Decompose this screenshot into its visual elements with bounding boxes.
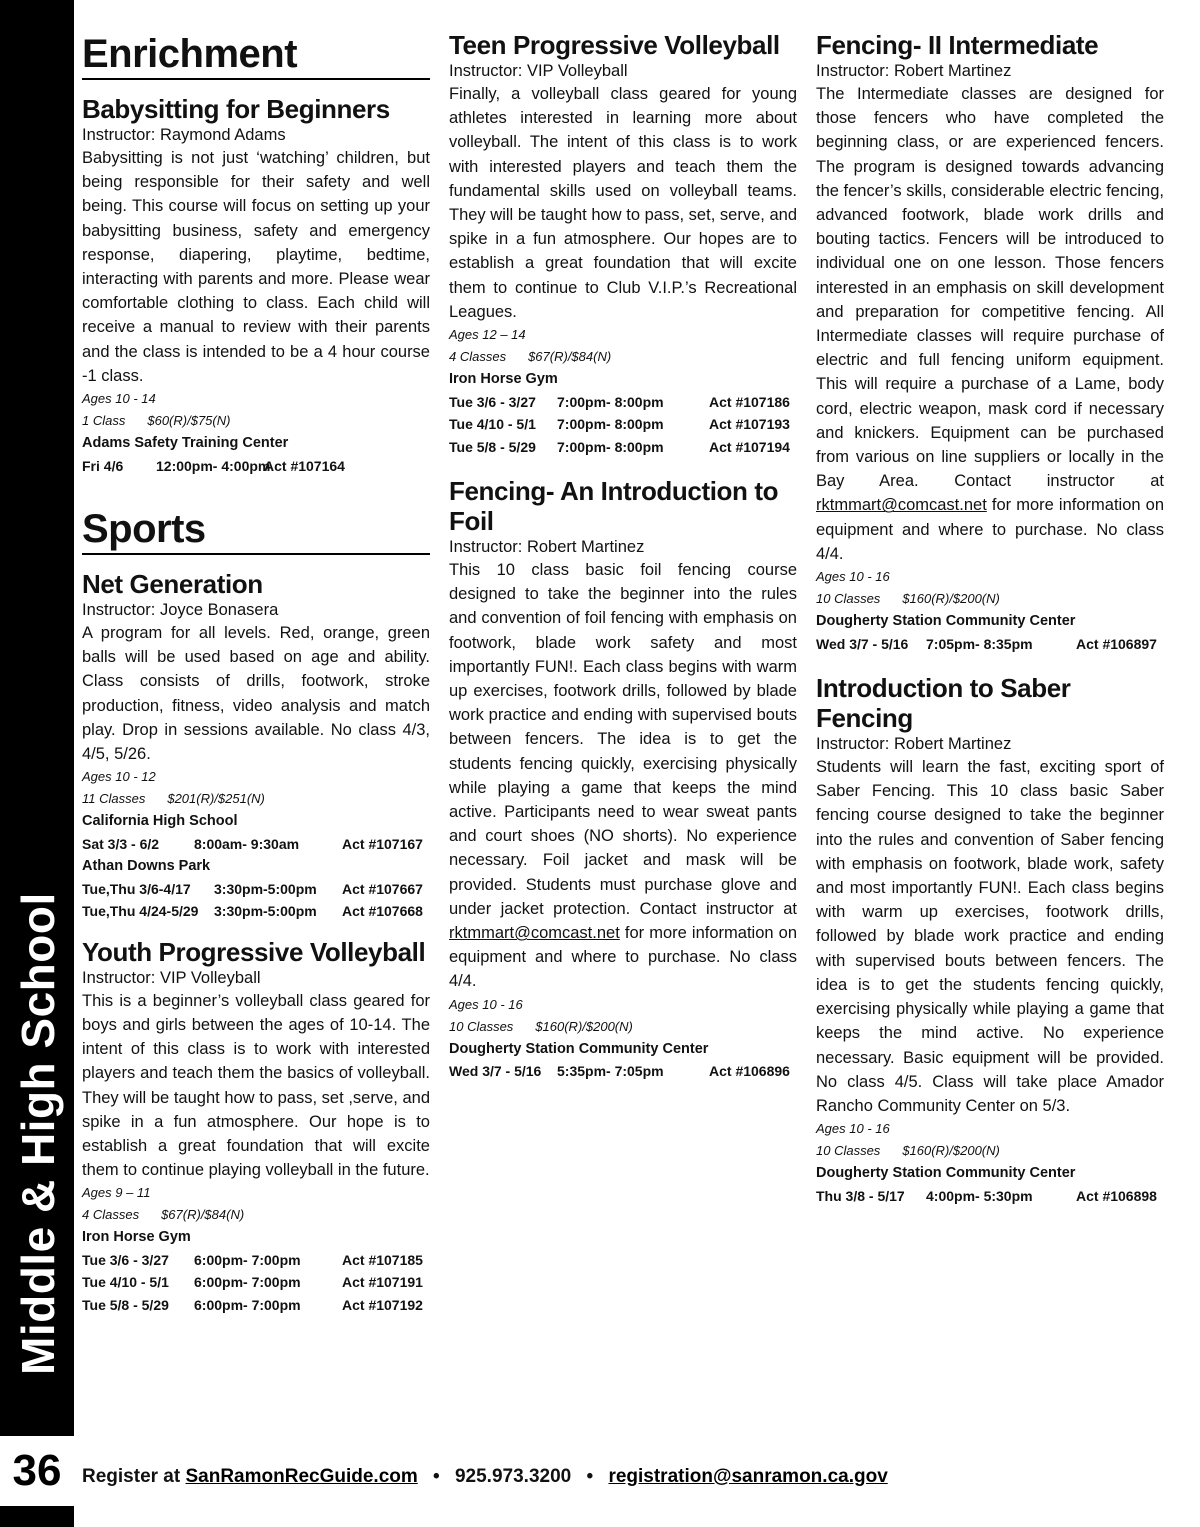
course-description: [816, 82, 1164, 566]
sidebar-title: Middle & High School: [12, 892, 64, 1375]
schedule-time: 3:30pm-5:00pm: [214, 880, 317, 897]
column-2: [449, 30, 797, 1097]
schedule-time: 6:00pm- 7:00pm: [194, 1274, 301, 1291]
schedule-days: Tue 4/10 - 5/1: [82, 1274, 169, 1291]
footer-phone: 925.973.3200: [454, 1466, 572, 1487]
schedule-row: [82, 900, 430, 923]
schedule-time: 7:05pm- 8:35pm: [926, 635, 1033, 652]
description-text: This 10 class basic foil fencing course designed to take the beginner into the rules and convention of foil fencing with emphasis on footwork, blade work safety and most importantly FUN!. Each class begins with warm up exercises, footwork drills, followed by blade work practice and ending with supervised bouts between fencers. The idea is to get the students fencing quickly, exercising physically while playing a game that keeps the mind active. Participants need to wear sweat pants and court shoes (NO shorts). No experience necessary. Foil jacket and mask will be provided. Students must purchase glove and under jacket protection. Contact instructor at: [449, 561, 797, 918]
schedule-days: Tue 5/8 - 5/29: [449, 438, 536, 455]
footer-separator: •: [586, 1466, 594, 1487]
schedule-row: [816, 633, 1164, 656]
course-net-generation: [82, 569, 430, 923]
schedule-time: 6:00pm- 7:00pm: [194, 1251, 301, 1268]
schedule-days: Tue,Thu 4/24-5/29: [82, 903, 199, 920]
course-classes-price: [82, 1204, 430, 1226]
course-ages: Ages 10 - 12: [82, 769, 156, 785]
course-classes: 4 Classes: [82, 1207, 140, 1223]
description-text-end: for more information on equipment and where to purchase. No class 4/4.: [816, 496, 1165, 563]
schedule-row: [82, 878, 430, 901]
course-classes-price: [82, 788, 430, 810]
footer-separator: •: [433, 1466, 440, 1487]
schedule-row: [82, 455, 430, 478]
footer-register-label: Register at: [82, 1466, 181, 1487]
course-price: $60(R)/$75(N): [147, 413, 231, 429]
course-classes-price: [449, 346, 797, 368]
course-instructor: Instructor: Robert Martinez: [449, 538, 645, 557]
course-classes: 10 Classes: [816, 591, 881, 607]
instructor-email-link[interactable]: rktmmart@comcast.net: [816, 496, 987, 515]
description-text: The Intermediate classes are designed for those fencers who have completed the beginning class, or are experienced fencers. The program is designed towards advancing the fencer’s skills, considerable electric fencing, advanced footwork, blade work drills and bouting tactics. Fencers will be introduced to individual one on one lesson. Those fencers interested in an emphasis on skill development and preparation for competitive fencing. All Intermediate classes will require purchase of electric and full fencing uniform equipment. This will require a purchase of a Lame, body cord, electric weapon, mask cord if necessary and knickers. Equipment can be purchased from various on line suppliers or locally in the Bay Area. Contact instructor at: [816, 85, 1164, 491]
course-saber-fencing: [816, 673, 1164, 1207]
schedule-row: [816, 1185, 1164, 1208]
schedule-days: Sat 3/3 - 6/2: [82, 835, 160, 852]
schedule-act: Act #107167: [342, 835, 423, 852]
course-ages: Ages 10 - 16: [816, 569, 890, 585]
schedule-act: Act #107186: [709, 393, 790, 410]
schedule-act: Act #107668: [342, 903, 423, 920]
schedule-days: Tue 3/6 - 3/27: [82, 1251, 169, 1268]
course-instructor: Instructor: Raymond Adams: [82, 126, 286, 144]
course-instructor: Instructor: Robert Martinez: [816, 735, 1012, 754]
course-title: Net Generation: [82, 569, 263, 600]
course-classes: 4 Classes: [449, 349, 507, 365]
schedule-row: [449, 413, 797, 436]
schedule-time: 6:00pm- 7:00pm: [194, 1296, 301, 1313]
page-number: 36: [0, 1436, 74, 1506]
course-price: $67(R)/$84(N): [161, 1207, 245, 1223]
course-ages: Ages 10 - 14: [82, 391, 156, 407]
course-price: $160(R)/$200(N): [902, 1143, 1000, 1159]
schedule-days: Tue 4/10 - 5/1: [449, 416, 536, 433]
sidebar-band: [0, 0, 74, 1527]
course-classes-price: [816, 1140, 1164, 1162]
course-location: Iron Horse Gym: [82, 1229, 191, 1246]
course-location: California High School: [82, 813, 238, 830]
schedule-days: Thu 3/8 - 5/17: [816, 1187, 905, 1204]
schedule-act: Act #107194: [709, 438, 790, 455]
schedule-act: Act #107164: [264, 457, 345, 474]
schedule-row: [82, 1294, 430, 1317]
footer: [82, 1466, 888, 1488]
course-location: Athan Downs Park: [82, 858, 211, 875]
schedule-act: Act #106897: [1076, 635, 1157, 652]
section-heading-enrichment: Enrichment: [82, 30, 430, 80]
schedule-time: 7:00pm- 8:00pm: [557, 438, 664, 455]
course-location: Dougherty Station Community Center: [816, 1165, 1076, 1182]
column-1: [82, 30, 430, 1330]
instructor-email-link[interactable]: rktmmart@comcast.net: [449, 924, 620, 943]
column-3: [816, 30, 1164, 1221]
course-location: Adams Safety Training Center: [82, 435, 289, 452]
course-location: Iron Horse Gym: [449, 371, 558, 388]
schedule-time: 8:00am- 9:30am: [194, 835, 300, 852]
course-price: $201(R)/$251(N): [167, 791, 265, 807]
course-classes: 1 Class: [82, 413, 126, 429]
course-teen-volleyball: [449, 30, 797, 458]
schedule-row: [82, 833, 430, 856]
course-price: $160(R)/$200(N): [902, 591, 1000, 607]
course-instructor: Instructor: Joyce Bonasera: [82, 601, 279, 620]
footer-email-link[interactable]: registration@sanramon.ca.gov: [608, 1466, 888, 1487]
course-fencing-foil: [449, 476, 797, 1083]
schedule-row: [82, 1249, 430, 1272]
course-classes-price: [816, 588, 1164, 610]
schedule-row: [82, 1271, 430, 1294]
schedule-days: Wed 3/7 - 5/16: [816, 635, 909, 652]
course-title: Teen Progressive Volleyball: [449, 30, 780, 60]
course-classes: 10 Classes: [816, 1143, 881, 1159]
course-babysitting: [82, 94, 430, 477]
schedule-days: Tue,Thu 3/6-4/17: [82, 880, 191, 897]
course-title: Youth Progressive Volleyball: [82, 936, 426, 967]
course-instructor: Instructor: Robert Martinez: [816, 62, 1012, 80]
course-classes-price: [82, 410, 430, 432]
course-title: Introduction to Saber Fencing: [816, 673, 1071, 734]
course-instructor: Instructor: VIP Volleyball: [449, 62, 628, 80]
course-classes: 11 Classes: [82, 791, 146, 807]
schedule-row: [449, 391, 797, 414]
course-ages: Ages 12 – 14: [449, 327, 526, 343]
schedule-act: Act #107192: [342, 1296, 423, 1313]
schedule-days: Tue 5/8 - 5/29: [82, 1296, 169, 1313]
schedule-row: [449, 1060, 797, 1083]
course-title: Fencing- An Introduction to Foil: [449, 476, 779, 537]
course-description: This is a beginner’s volleyball class geared for boys and girls between the ages of 10-14. The intent of this class is to work with interested players and teach them the basics of volleyball. They will be taught how to pass, set ,serve, and spike in a fun atmosphere. Our hope is to establish a great foundation that will excite them to continue playing volleyball in the future.: [82, 991, 430, 1180]
course-description: Babysitting is not just ‘watching’ children, but being responsible for their safety and well being. This course will focus on setting up your babysitting business, safety and emergency response, diapering, playtime, bedtime, interacting with parents and more. Please wear comfortable clothing to class. Each child will receive a manual to review with their parents and the class is intended to be a 4 hour course -1 class.: [82, 149, 430, 385]
course-description: A program for all levels. Red, orange, green balls will be used based on age and ability. Class consists of drills, footwork, stroke production, fitness, video analysis and match play. Drop in sessions available. No class 4/3, 4/5, 5/26.: [82, 624, 430, 764]
course-youth-volleyball: [82, 937, 430, 1317]
course-location: Dougherty Station Community Center: [816, 613, 1076, 630]
course-description: Finally, a volleyball class geared for young athletes interested in learning more about volleyball. The intent of this class is to work with interested players and teach them the fundamental skills used on volleyball teams. They will be taught how to pass, set, serve, and spike in a fun atmosphere. Our hopes are to establish a great foundation that will excite them to continue to Club V.I.P.’s Recreational Leagues.: [449, 85, 797, 321]
footer-website-link[interactable]: SanRamonRecGuide.com: [185, 1466, 418, 1487]
schedule-act: Act #107667: [342, 880, 423, 897]
schedule-act: Act #107191: [342, 1274, 423, 1291]
course-price: $160(R)/$200(N): [535, 1018, 633, 1034]
schedule-act: Act #106896: [709, 1063, 790, 1080]
schedule-row: [449, 436, 797, 459]
schedule-time: 7:00pm- 8:00pm: [557, 393, 664, 410]
course-ages: Ages 10 - 16: [449, 996, 523, 1012]
course-price: $67(R)/$84(N): [528, 349, 612, 365]
schedule-act: Act #106898: [1076, 1187, 1157, 1204]
schedule-act: Act #107193: [709, 416, 790, 433]
course-classes: 10 Classes: [449, 1018, 514, 1034]
schedule-days: Wed 3/7 - 5/16: [449, 1063, 542, 1080]
course-ages: Ages 10 - 16: [816, 1121, 890, 1137]
course-fencing-intermediate: [816, 30, 1164, 655]
course-description: [449, 558, 797, 994]
schedule-time: 4:00pm- 5:30pm: [926, 1187, 1033, 1204]
schedule-days: Fri 4/6: [82, 457, 124, 474]
schedule-time: 3:30pm-5:00pm: [214, 903, 317, 920]
course-title: Fencing- II Intermediate: [816, 30, 1099, 60]
section-heading-sports: Sports: [82, 505, 430, 555]
schedule-act: Act #107185: [342, 1251, 423, 1268]
description-text-end: for more information on equipment and where to purchase. No class 4/4.: [449, 924, 798, 991]
course-title: Babysitting for Beginners: [82, 94, 390, 124]
schedule-time: 12:00pm- 4:00pm: [156, 457, 271, 474]
course-location: Dougherty Station Community Center: [449, 1040, 709, 1057]
course-instructor: Instructor: VIP Volleyball: [82, 968, 261, 987]
schedule-time: 5:35pm- 7:05pm: [557, 1063, 664, 1080]
course-ages: Ages 9 – 11: [82, 1185, 151, 1201]
schedule-time: 7:00pm- 8:00pm: [557, 416, 664, 433]
course-classes-price: [449, 1016, 797, 1038]
schedule-days: Tue 3/6 - 3/27: [449, 393, 536, 410]
course-description: Students will learn the fast, exciting sport of Saber Fencing. This 10 class basic Saber fencing course designed to take the beginner into the rules and convention of Saber fencing with emphasis on footwork, blade work, safety and most importantly FUN!. Each class begins with warm up exercises, footwork drills, followed by blade work practice and ending with supervised bouts between fencers. The idea is to get the students fencing quickly, exercising physically while playing a game that keeps the mind active. No experience necessary. Basic equipment will be provided. No class 4/5. Class will take place Amador Rancho Community Center on 5/3.: [816, 758, 1164, 1115]
